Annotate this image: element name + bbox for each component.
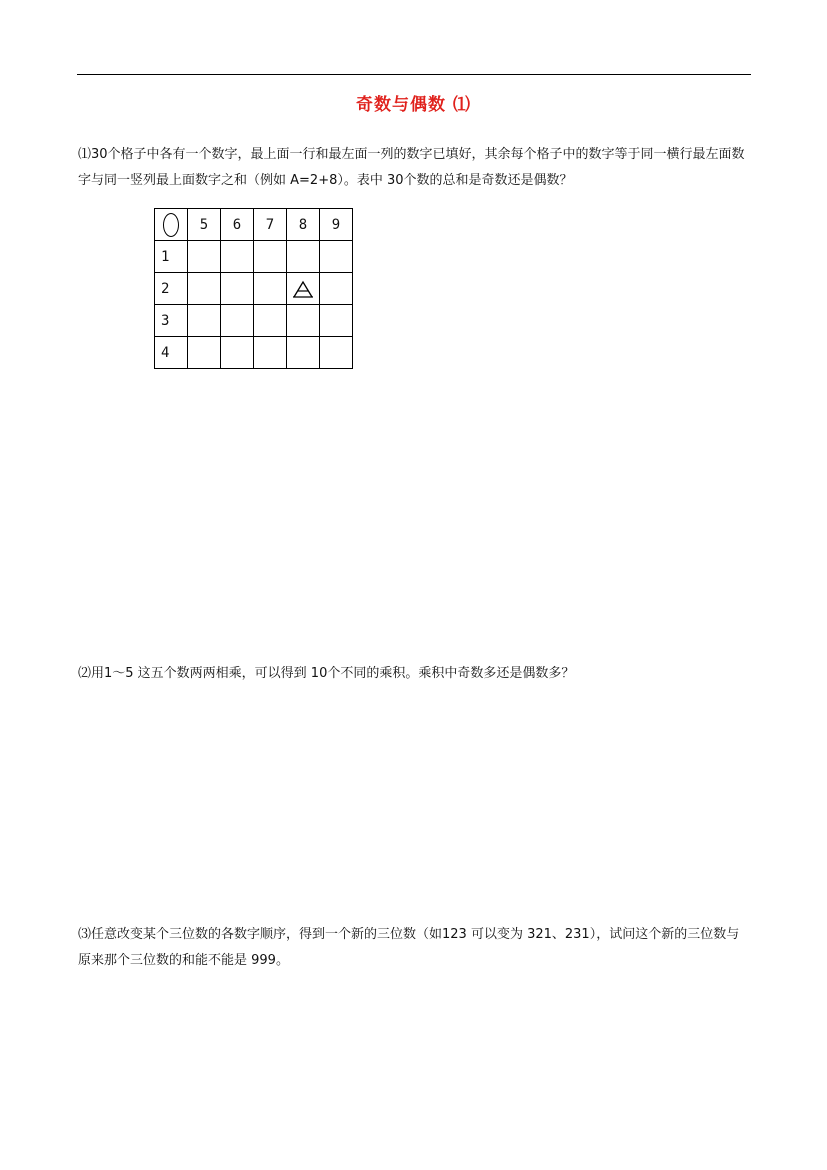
corner-zero-oval [163, 213, 179, 237]
grid-row [155, 337, 353, 369]
grid-cell [188, 337, 221, 369]
grid-left-cell: 4 [155, 337, 188, 369]
grid-cell [320, 241, 353, 273]
grid-header-row [155, 209, 353, 241]
grid-top-cell: 8 [287, 209, 320, 241]
triangle-a-icon [292, 280, 314, 298]
grid-row [155, 305, 353, 337]
grid-left-cell: 3 [155, 305, 188, 337]
grid-cell [320, 273, 353, 305]
grid-cell [188, 241, 221, 273]
page-title: 奇数与偶数 ⑴ [356, 95, 471, 115]
grid-cell [320, 337, 353, 369]
question-1: ⑴30个格子中各有一个数字，最上面一行和最左面一列的数字已填好，其余每个格子中的数字等于同一横行最左面数字与同一竖列最上面数字之和（例如 A=2+8）。表中 30个数的总和是奇数还是偶数？ [78, 147, 745, 188]
grid-cell [287, 241, 320, 273]
grid-row [155, 273, 353, 305]
grid-cell [221, 241, 254, 273]
grid-cell [188, 305, 221, 337]
grid-row [155, 241, 353, 273]
grid-left-cell: 1 [155, 241, 188, 273]
grid-top-cell: 9 [320, 209, 353, 241]
grid-cell [287, 305, 320, 337]
grid-cell-marked [287, 273, 320, 305]
question-3: ⑶任意改变某个三位数的各数字顺序，得到一个新的三位数（如123 可以变为 321、231），试问这个新的三位数与原来那个三位数的和能不能是 999。 [78, 927, 740, 968]
grid-cell [254, 273, 287, 305]
grid-top-cell: 6 [221, 209, 254, 241]
number-grid [154, 208, 353, 369]
grid-cell [221, 305, 254, 337]
grid-cell [254, 241, 287, 273]
grid-cell [320, 305, 353, 337]
grid-top-cell: 5 [188, 209, 221, 241]
question-2: ⑵用1～5 这五个数两两相乘，可以得到 10个不同的乘积。乘积中奇数多还是偶数多？ [78, 666, 575, 681]
grid-left-cell: 2 [155, 273, 188, 305]
grid-top-cell: 7 [254, 209, 287, 241]
grid-cell [254, 305, 287, 337]
grid-cell [221, 273, 254, 305]
grid-cell [287, 337, 320, 369]
header-rule [77, 74, 751, 75]
grid-cell [221, 337, 254, 369]
grid-cell [254, 337, 287, 369]
grid-cell [188, 273, 221, 305]
grid-corner-cell [155, 209, 188, 241]
